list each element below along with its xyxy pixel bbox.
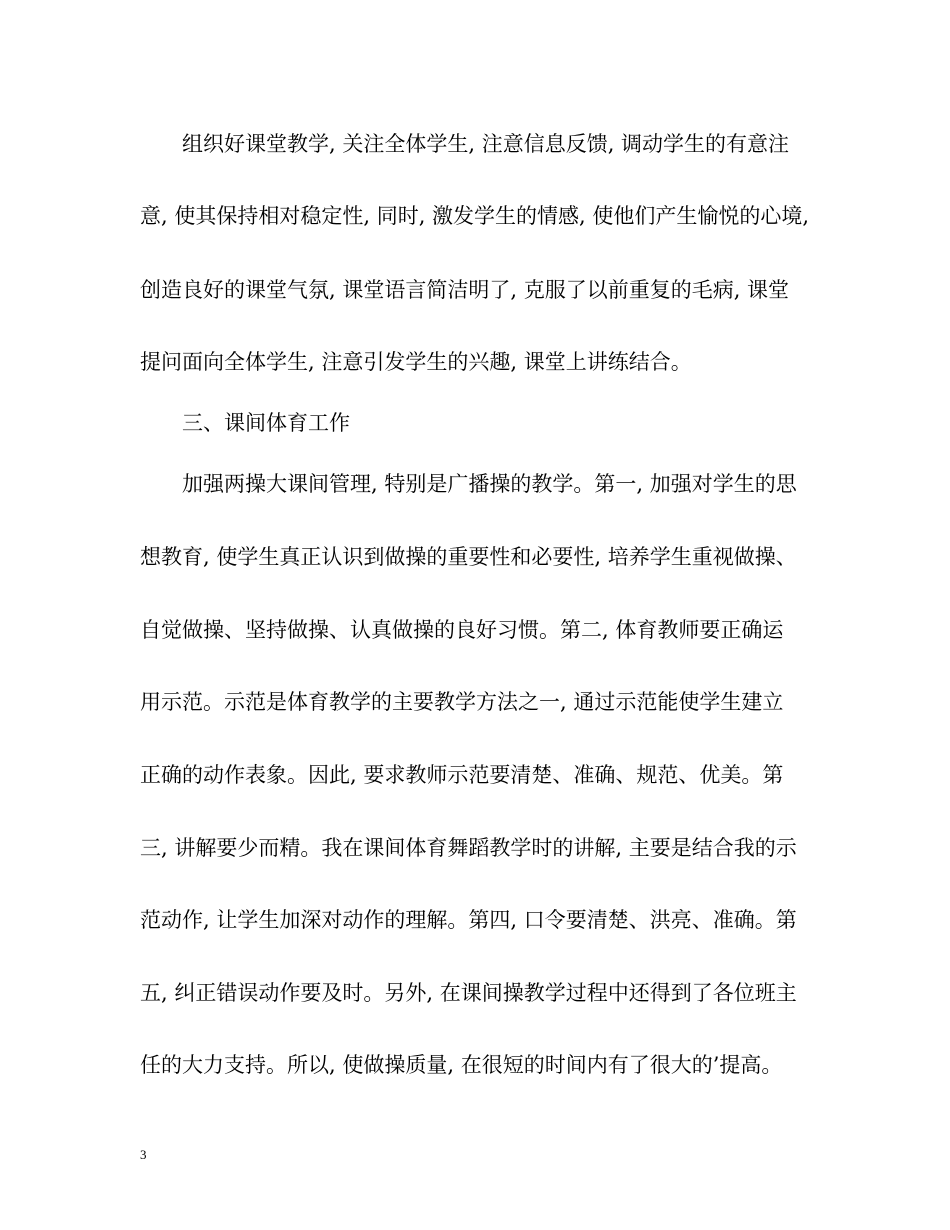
paragraph-line: 用示范。示范是体育教学的主要教学方法之一, 通过示范能使学生建立 — [140, 690, 784, 714]
paragraph-line: 范动作, 让学生加深对动作的理解。第四, 口令要清楚、洪亮、准确。第 — [140, 908, 797, 932]
paragraph-line: 三, 讲解要少而精。我在课间体育舞蹈教学时的讲解, 主要是结合我的示 — [140, 836, 797, 860]
paragraph-line: 想教育, 使学生真正认识到做操的重要性和必要性, 培养学生重视做操、 — [140, 545, 797, 569]
paragraph-line: 五, 纠正错误动作要及时。另外, 在课间操教学过程中还得到了各位班主 — [140, 981, 797, 1005]
paragraph-line: 组织好课堂教学, 关注全体学生, 注意信息反馈, 调动学生的有意注 — [182, 132, 790, 156]
paragraph-line: 任的大力支持。所以, 使做操质量, 在很短的时间内有了很大的’提高。 — [140, 1053, 783, 1077]
page-number: 3 — [140, 1147, 147, 1162]
section-heading: 三、课间体育工作 — [182, 411, 350, 435]
paragraph-line: 加强两操大课间管理, 特别是广播操的教学。第一, 加强对学生的思 — [182, 472, 797, 496]
paragraph-line: 自觉做操、坚持做操、认真做操的良好习惯。第二, 体育教师要正确运 — [140, 618, 784, 642]
paragraph-line: 创造良好的课堂气氛, 课堂语言简洁明了, 克服了以前重复的毛病, 课堂 — [140, 278, 790, 302]
paragraph-line: 意, 使其保持相对稳定性, 同时, 激发学生的情感, 使他们产生愉悦的心境, — [140, 204, 810, 228]
paragraph-line: 提问面向全体学生, 注意引发学生的兴趣, 课堂上讲练结合。 — [140, 350, 692, 374]
paragraph-line: 正确的动作表象。因此, 要求教师示范要清楚、准确、规范、优美。第 — [140, 763, 784, 787]
